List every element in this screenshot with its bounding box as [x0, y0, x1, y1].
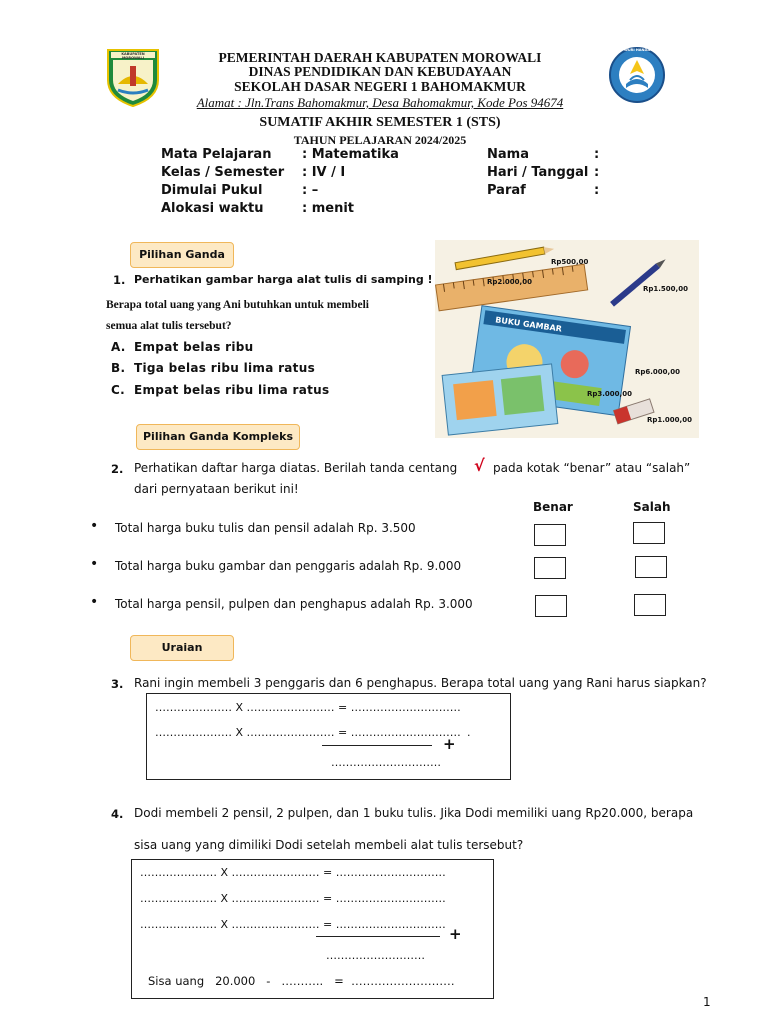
q4-text-line2: sisa uang yang dimiliki Dodi setelah membeli alat tulis tersebut?: [134, 838, 524, 852]
bullet-3: •: [90, 594, 99, 610]
bullet-1: •: [90, 518, 99, 534]
kabupaten-logo-text: KABUPATEN MOROWALI: [121, 52, 145, 60]
q2-number: 2.: [111, 462, 124, 476]
class-label: Kelas / Semester: [161, 165, 285, 180]
q4-remainder: Sisa uang 20.000 - ……….. = ………………………: [148, 974, 455, 988]
notebook-price: Rp3.000,00: [587, 390, 632, 398]
q1-option-a[interactable]: Empat belas ribu: [134, 340, 254, 354]
q4-sum-line: [316, 936, 440, 937]
col-false-header: Salah: [633, 500, 671, 514]
eraser-price: Rp1.000,00: [647, 416, 692, 424]
q1-number: 1.: [113, 273, 126, 287]
q4-row-3: ………………… X …………………… = …………………………: [140, 918, 446, 931]
section-multiple-choice: Pilihan Ganda: [130, 242, 234, 268]
q3-number: 3.: [111, 677, 124, 691]
signature-colon: :: [594, 183, 600, 198]
subject-label: Mata Pelajaran: [161, 147, 272, 162]
q1-option-a-letter: A.: [111, 340, 126, 354]
header-line-1: PEMERINTAH DAERAH KABUPATEN MOROWALI: [218, 50, 542, 65]
check-mark-icon: √: [474, 456, 485, 475]
q1-option-b-letter: B.: [111, 361, 126, 375]
drawing-book-price: Rp6.000,00: [635, 368, 680, 376]
name-colon: :: [594, 147, 600, 162]
q3-text: Rani ingin membeli 3 penggaris dan 6 penghapus. Berapa total uang yang Rani harus siapkan?: [134, 676, 707, 690]
section-essay: Uraian: [130, 635, 234, 661]
statement-3-false-checkbox[interactable]: [634, 594, 666, 616]
section-complex-choice: Pilihan Ganda Kompleks: [136, 424, 300, 450]
start-time-value: : –: [302, 183, 319, 198]
subject-value: : Matematika: [302, 147, 399, 162]
pencil-price: Rp500,00: [551, 258, 589, 266]
duration-label: Alokasi waktu: [161, 201, 264, 216]
q1-option-c[interactable]: Empat belas ribu lima ratus: [134, 383, 330, 397]
q3-row-2: ………………… X …………………… = …………………………: [155, 726, 461, 739]
statement-2-false-checkbox[interactable]: [635, 556, 667, 578]
date-colon: :: [594, 165, 600, 180]
q3-plus-sign: +: [443, 735, 456, 753]
statement-2: Total harga buku gambar dan penggaris adalah Rp. 9.000: [115, 559, 462, 573]
tut-wuri-handayani-logo: [608, 44, 666, 106]
q4-text-line1: Dodi membeli 2 pensil, 2 pulpen, dan 1 buku tulis. Jika Dodi memiliki uang Rp20.000, berapa: [134, 806, 694, 820]
statement-3-true-checkbox[interactable]: [535, 595, 567, 617]
q4-number: 4.: [111, 807, 124, 821]
exam-title: SUMATIF AKHIR SEMESTER 1 (STS): [259, 115, 501, 130]
q3-total: …………………………: [331, 756, 441, 769]
class-value: : IV / I: [302, 165, 346, 180]
stationery-price-image: [435, 240, 699, 438]
q4-total: ………………………: [326, 949, 425, 962]
name-label: Nama: [487, 147, 529, 162]
header-line-2: DINAS PENDIDIKAN DAN KEBUDAYAAN: [248, 64, 512, 79]
q4-row-1: ………………… X …………………… = …………………………: [140, 866, 446, 879]
signature-label: Paraf: [487, 183, 526, 198]
start-time-label: Dimulai Pukul: [161, 183, 263, 198]
q3-sum-line: [322, 745, 432, 746]
drawing-book-title: BUKU GAMBAR: [494, 315, 563, 334]
statement-3: Total harga pensil, pulpen dan penghapus adalah Rp. 3.000: [115, 597, 473, 611]
q3-row-2-tail: .: [467, 726, 471, 739]
q1-option-c-letter: C.: [111, 383, 125, 397]
ruler-price: Rp2.000,00: [487, 278, 532, 286]
q3-row-1: ………………… X …………………… = …………………………: [155, 701, 461, 714]
q2-text-line2: dari pernyataan berikut ini!: [134, 482, 299, 496]
duration-value: : menit: [302, 201, 355, 216]
header-line-3: SEKOLAH DASAR NEGERI 1 BAHOMAKMUR: [234, 79, 526, 94]
col-true-header: Benar: [533, 500, 573, 514]
exam-year: TAHUN PELAJARAN 2024/2025: [293, 133, 467, 147]
pen-price: Rp1.500,00: [643, 285, 688, 293]
q4-plus-sign: +: [449, 925, 462, 943]
q1-option-b[interactable]: Tiga belas ribu lima ratus: [134, 361, 316, 375]
statement-2-true-checkbox[interactable]: [534, 557, 566, 579]
statement-1: Total harga buku tulis dan pensil adalah Rp. 3.500: [115, 521, 416, 535]
q4-row-2: ………………… X …………………… = …………………………: [140, 892, 446, 905]
bullet-2: •: [90, 556, 99, 572]
page-number: 1: [703, 995, 711, 1009]
q1-prompt-line1: Berapa total uang yang Ani butuhkan untuk membeli: [106, 299, 369, 311]
school-address: Alamat : Jln.Trans Bahomakmur, Desa Bahomakmur, Kode Pos 94674: [196, 95, 564, 110]
q2-text-before: Perhatikan daftar harga diatas. Berilah tanda centang: [134, 461, 458, 475]
date-label: Hari / Tanggal: [487, 165, 589, 180]
statement-1-true-checkbox[interactable]: [534, 524, 566, 546]
q2-text-after: pada kotak “benar” atau “salah”: [493, 461, 691, 475]
statement-1-false-checkbox[interactable]: [633, 522, 665, 544]
q1-text: Perhatikan gambar harga alat tulis di samping !: [134, 273, 433, 286]
q1-prompt-line2: semua alat tulis tersebut?: [106, 320, 232, 332]
tut-wuri-logo-text: TUT WURI HANDAYANI: [615, 48, 659, 52]
